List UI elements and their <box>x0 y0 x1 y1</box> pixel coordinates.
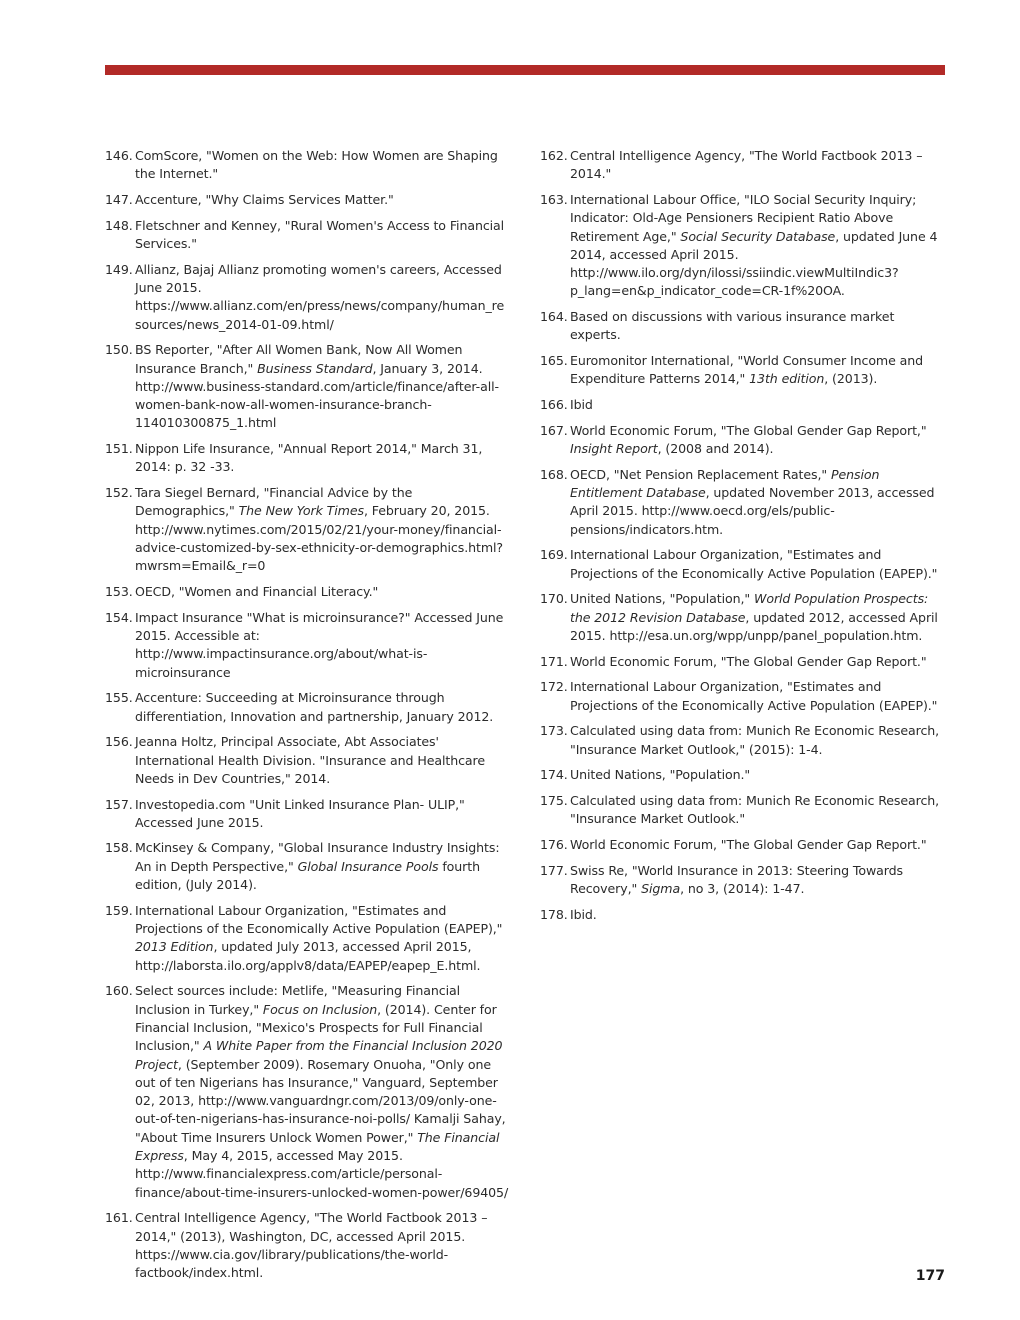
footnote <box>540 466 945 539</box>
footnote-text <box>570 766 945 784</box>
footnote-text-part: International Labour Office, "ILO Social Security Inquiry; Indicator: Old-Age Pensioners Recipient Ratio Above Retirement Age," <box>570 191 917 244</box>
footnote <box>105 839 510 894</box>
footnote-number: 168. <box>540 466 568 482</box>
footnote-text <box>570 308 945 345</box>
footnote-text-part: , January 3, 2014. http://www.business-standard.com/article/finance/after-all-women-bank-now-all-women-insurance-branch-114010300875_1.html <box>135 360 499 431</box>
footnote-title-italic: Sigma <box>641 880 681 896</box>
footnote-number: 147. <box>105 191 133 207</box>
footnote-number: 167. <box>540 422 568 438</box>
footnote-number: 163. <box>540 191 568 207</box>
footnote-text-part: , February 20, 2015. http://www.nytimes.com/2015/02/21/your-money/financial-advice-customized-by-sex-ethnicity-or-demographics.html?mwrsm=Email&_r=0 <box>135 503 503 574</box>
footnote-number: 176. <box>540 836 568 852</box>
footnote-text <box>135 796 510 833</box>
footnote-text <box>570 191 945 301</box>
footnote-text-part: , May 4, 2015, accessed May 2015. http://www.financialexpress.com/article/personal-finance/about-time-insurers-unlocked-women-power/69405/ <box>135 1148 509 1200</box>
footnote-number: 169. <box>540 547 568 563</box>
footnote-text-part: OECD, "Women and Financial Literacy." <box>135 583 379 599</box>
footnote-text <box>570 792 945 829</box>
footnote <box>540 678 945 715</box>
footnote-text <box>135 1209 510 1282</box>
footnote-number: 166. <box>540 397 568 413</box>
footnote-text-part: Tara Siegel Bernard, "Financial Advice by the Demographics," <box>135 485 413 519</box>
footnote <box>540 422 945 459</box>
footnote-text-part: , (2013). <box>824 371 878 387</box>
footnote <box>105 1209 510 1282</box>
footnote <box>105 796 510 833</box>
footnote <box>540 352 945 389</box>
footnote-text-part: Jeanna Holtz, Principal Associate, Abt Associates' International Health Division. "Insurance and Healthcare Needs in Dev Countries," 2014. <box>135 734 485 786</box>
footnote-text-part: , (2008 and 2014). <box>657 441 774 457</box>
footnote-text-part: , updated June 4 2014, accessed April 2015. http://www.ilo.org/dyn/ilossi/ssiindic.viewMultiIndic3?p_lang=en&p_indicator_code=CR-1f%20OA. <box>570 228 938 299</box>
footnote <box>540 766 945 784</box>
footnote-text-part: , (2014). Center for Financial Inclusion, "Mexico's Prospects for Full Financial Inclusion," <box>135 1001 497 1054</box>
footnote-text-part: ComScore, "Women on the Web: How Women are Shaping the Internet." <box>135 148 498 182</box>
footnote-text <box>570 147 945 184</box>
footnote <box>540 862 945 899</box>
footnote-text-part: Ibid <box>570 397 593 413</box>
footnote <box>105 217 510 254</box>
footnote-text-part: Accenture: Succeeding at Microinsurance through differentiation, Innovation and partnership, January 2012. <box>135 690 494 724</box>
footnote-text-part: Nippon Life Insurance, "Annual Report 2014," March 31, 2014: p. 32 -33. <box>135 441 483 475</box>
footnote-title-italic: Focus on Inclusion <box>262 1001 378 1017</box>
footnote-text-part: Fletschner and Kenney, "Rural Women's Access to Financial Services." <box>135 217 505 251</box>
footnote <box>105 583 510 601</box>
footnote <box>540 836 945 854</box>
footnote-text-part: Swiss Re, "World Insurance in 2013: Steering Towards Recovery," <box>570 862 903 896</box>
footnote-title-italic: 13th edition <box>749 371 825 387</box>
footnote <box>105 261 510 334</box>
footnote-text <box>135 733 510 788</box>
footnote-number: 149. <box>105 261 133 277</box>
footnote <box>105 689 510 726</box>
footnote-text-part: BS Reporter, "After All Women Bank, Now All Women Insurance Branch," <box>135 342 463 376</box>
footnote-text-part: Allianz, Bajaj Allianz promoting women's careers, Accessed June 2015. https://www.allianz.com/en/press/news/company/human_resources/news_2014-01-09.html/ <box>135 261 505 332</box>
footnote-number: 148. <box>105 217 133 233</box>
footnote-text <box>135 839 510 894</box>
footnote <box>540 191 945 301</box>
footnote-text-part: fourth edition, (July 2014). <box>135 858 480 893</box>
footnote-number: 151. <box>105 441 133 457</box>
footnote-text-part: , (September 2009). Rosemary Onuoha, "Only one out of ten Nigerians has Insurance," Vanguard, September 02, 2013, http://www.vanguardngr.com/2013/09/only-one-out-of-ten-nigerians-has-insurance-noi-polls/ Kamalji Sahay, "About Time Insurers Unlock Women Power," <box>135 1056 506 1145</box>
footnote <box>540 308 945 345</box>
footnote-number: 165. <box>540 353 568 369</box>
footnote-text-part: International Labour Organization, "Estimates and Projections of the Economically Active Population (EAPEP)," <box>135 902 503 937</box>
footnote-text <box>135 609 510 682</box>
footnote-title-italic: World Population Prospects: the 2012 Revision Database <box>570 591 929 625</box>
footnote <box>105 440 510 477</box>
footnote-text <box>570 546 945 583</box>
footnote-number: 162. <box>540 148 568 163</box>
footnote-text-part: Investopedia.com "Unit Linked Insurance Plan- ULIP," Accessed June 2015. <box>135 796 465 830</box>
footnote-text-part: Ibid. <box>570 906 597 922</box>
footnote-text-part: Calculated using data from: Munich Re Economic Research, "Insurance Market Outlook." <box>570 792 940 827</box>
footnote-title-italic: Global Insurance Pools <box>297 858 439 874</box>
page-number: 177 <box>915 1268 945 1284</box>
footnote-text-part: Impact Insurance "What is microinsurance?" Accessed June 2015. Accessible at: http://www.impactinsurance.org/about/what-is-microinsurance <box>135 609 504 680</box>
footnote <box>105 902 510 975</box>
footnote <box>540 396 945 414</box>
footnote-text <box>135 147 510 184</box>
footnote-text-part: , no 3, (2014): 1-47. <box>680 880 805 896</box>
footnote-number: 156. <box>105 734 133 750</box>
footnote-number: 164. <box>540 309 568 325</box>
footnote-number: 150. <box>105 342 133 358</box>
header-rule <box>105 65 945 75</box>
footnote-text-part: World Economic Forum, "The Global Gender Gap Report." <box>570 653 927 669</box>
footnote <box>540 792 945 829</box>
footnote-number: 177. <box>540 862 568 878</box>
footnote-number: 159. <box>105 902 133 918</box>
footnote <box>105 341 510 432</box>
footnote-text <box>570 836 945 854</box>
footnote-title-italic: A White Paper from the Financial Inclusion 2020 Project <box>135 1038 503 1072</box>
footnote-text <box>135 341 510 432</box>
footnote-title-italic: The Financial Express <box>135 1129 500 1164</box>
footnote-text-part: International Labour Organization, "Estimates and Projections of the Economically Active Population (EAPEP)." <box>570 679 938 713</box>
footnote-text <box>570 396 945 414</box>
footnote-title-italic: The New York Times <box>238 503 364 519</box>
footnote-text-part: McKinsey & Company, "Global Insurance Industry Insights: An in Depth Perspective," <box>135 840 500 874</box>
footnote-number: 153. <box>105 583 133 599</box>
footnote-number: 158. <box>105 840 133 856</box>
footnotes-left-column <box>105 147 510 1290</box>
footnote-text <box>135 484 510 575</box>
footnote-text <box>135 982 510 1202</box>
footnote-number: 154. <box>105 609 133 625</box>
footnote-text <box>135 902 510 975</box>
footnote <box>105 733 510 788</box>
footnote-text-part: World Economic Forum, "The Global Gender Gap Report," <box>570 422 927 438</box>
footnote-number: 171. <box>540 653 568 669</box>
footnote-text-part: World Economic Forum, "The Global Gender Gap Report." <box>570 836 927 852</box>
footnote-text <box>135 440 510 477</box>
footnote-text-part: , updated July 2013, accessed April 2015, http://laborsta.ilo.org/applv8/data/EAPEP/eapep_E.html. <box>135 939 481 973</box>
footnote <box>540 906 945 924</box>
footnote-number: 152. <box>105 485 133 501</box>
footnote-text-part: Euromonitor International, "World Consumer Income and Expenditure Patterns 2014," <box>570 353 924 387</box>
footnote-text <box>570 653 945 671</box>
footnote-text-part: , updated November 2013, accessed April 2015. http://www.oecd.org/els/public-pensions/indicators.htm. <box>570 485 935 537</box>
footnote-text-part: Select sources include: Metlife, "Measuring Financial Inclusion in Turkey," <box>135 983 461 1017</box>
footnote-title-italic: Insight Report <box>570 441 658 457</box>
footnote-text-part: United Nations, "Population." <box>570 767 751 783</box>
footnote-number: 175. <box>540 792 568 808</box>
footnote-text-part: International Labour Organization, "Estimates and Projections of the Economically Active Population (EAPEP)." <box>570 547 938 581</box>
footnote-text-part: Calculated using data from: Munich Re Economic Research, "Insurance Market Outlook," (2015): 1-4. <box>570 723 940 757</box>
footnote <box>540 722 945 759</box>
footnote <box>105 982 510 1202</box>
footnote-text <box>135 191 510 209</box>
footnote-text <box>135 583 510 601</box>
footnote <box>540 590 945 645</box>
footnote-text <box>570 862 945 899</box>
footnote-number: 170. <box>540 591 568 607</box>
footnote-text <box>570 590 945 645</box>
footnote-text-part: Central Intelligence Agency, "The World Factbook 2013 – 2014." <box>570 148 923 182</box>
footnote-title-italic: Pension Entitlement Database <box>570 466 880 501</box>
footnote-text-part: , updated 2012, accessed April 2015. http://esa.un.org/wpp/unpp/panel_population.htm. <box>570 609 938 643</box>
footnote-text <box>570 352 945 389</box>
footnote-text <box>135 217 510 254</box>
footnote-number: 157. <box>105 796 133 812</box>
footnote <box>540 653 945 671</box>
footnote-number: 172. <box>540 679 568 695</box>
footnote-text <box>135 261 510 334</box>
footnote-number: 161. <box>105 1210 133 1226</box>
footnote-text <box>570 722 945 759</box>
footnote-text-part: OECD, "Net Pension Replacement Rates," <box>570 466 831 482</box>
footnote <box>105 191 510 209</box>
footnote-number: 173. <box>540 723 568 739</box>
footnote <box>540 147 945 184</box>
footnote-text <box>570 422 945 459</box>
footnote-text <box>570 678 945 715</box>
footnotes-right-column <box>540 147 945 931</box>
footnote-text <box>135 689 510 726</box>
footnote-title-italic: 2013 Edition <box>135 939 214 955</box>
footnote-text <box>570 906 945 924</box>
footnote-text-part: Based on discussions with various insurance market experts. <box>570 309 895 343</box>
footnote <box>105 147 510 184</box>
footnote-number: 146. <box>105 148 133 163</box>
footnote-text-part: United Nations, "Population," <box>570 591 754 607</box>
footnote-title-italic: Business Standard <box>257 360 373 376</box>
footnote <box>105 484 510 575</box>
footnote-number: 178. <box>540 906 568 922</box>
footnote-title-italic: Social Security Database <box>680 228 836 244</box>
footnote-text-part: Accenture, "Why Claims Services Matter." <box>135 191 394 207</box>
footnote-text-part: Central Intelligence Agency, "The World Factbook 2013 – 2014," (2013), Washington, DC, accessed April 2015. https://www.cia.gov/library/publications/the-world-factbook/index.html. <box>135 1210 488 1281</box>
footnote <box>540 546 945 583</box>
footnote-number: 160. <box>105 983 133 999</box>
footnote-number: 174. <box>540 767 568 783</box>
footnote-text <box>570 466 945 539</box>
footnote-number: 155. <box>105 690 133 706</box>
footnote <box>105 609 510 682</box>
